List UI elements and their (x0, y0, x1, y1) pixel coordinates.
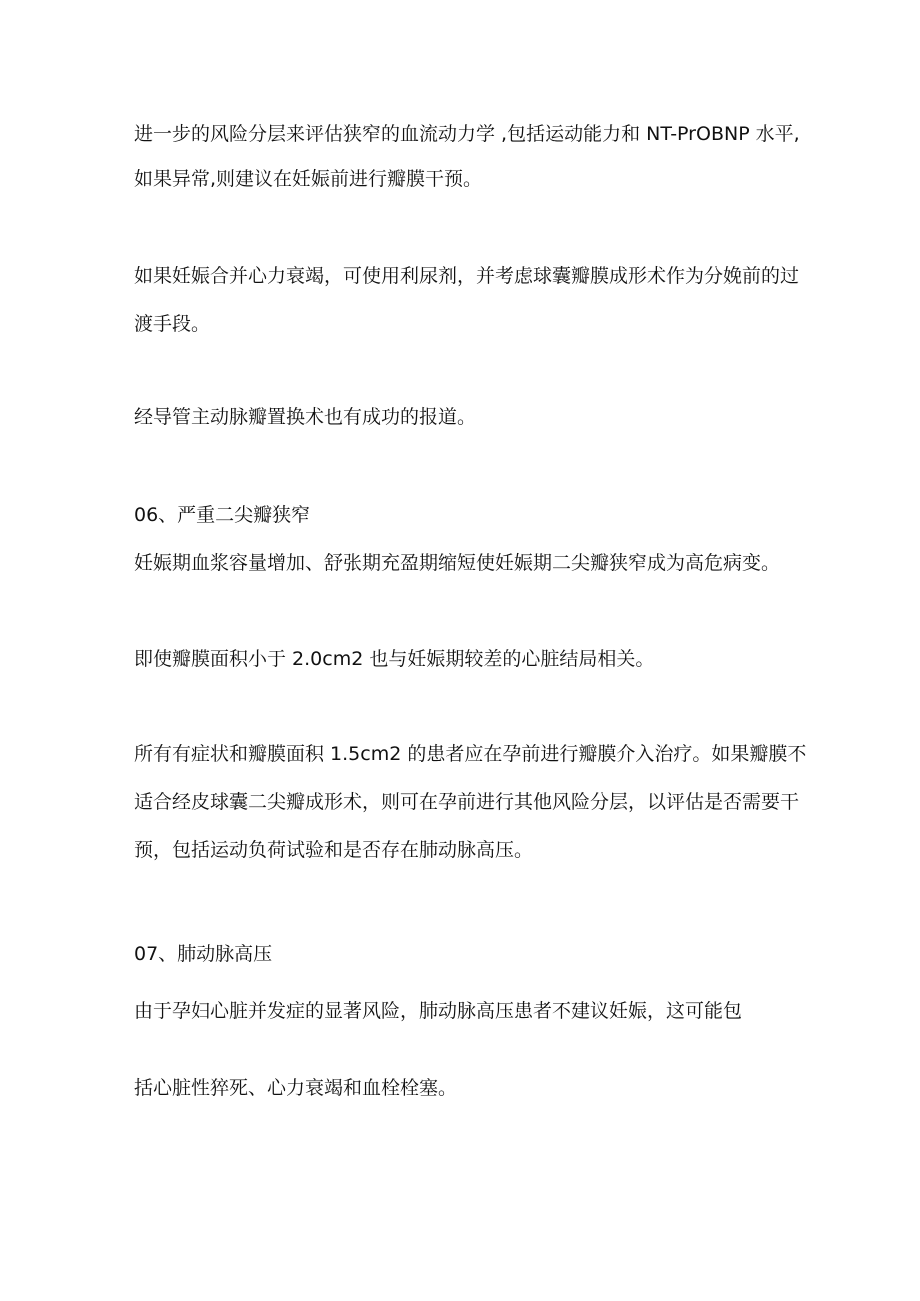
paragraph-line: 渡手段。 (134, 313, 211, 335)
paragraph-line: 经导管主动脉瓣置换术也有成功的报道。 (134, 406, 477, 428)
paragraph-line: 适合经皮球囊二尖瓣成形术，则可在孕前进行其他风险分层，以评估是否需要干 (134, 791, 800, 813)
paragraph-line: 进一步的风险分层来评估狭窄的血流动力学 ,包括运动能力和 NT-PrOBNP 水平, (134, 123, 800, 145)
paragraph-line: 所有有症状和瓣膜面积 1.5cm2 的患者应在孕前进行瓣膜介入治疗。如果瓣膜不 (134, 743, 807, 765)
section-heading: 07、肺动脉高压 (134, 943, 273, 965)
paragraph-line: 括心脏性猝死、心力衰竭和血栓栓塞。 (134, 1077, 458, 1099)
paragraph-line: 如果妊娠合并心力衰竭，可使用利尿剂，并考虑球囊瓣膜成形术作为分娩前的过 (134, 265, 800, 287)
paragraph-line: 即使瓣膜面积小于 2.0cm2 也与妊娠期较差的心脏结局相关。 (134, 648, 655, 670)
paragraph-line: 由于孕妇心脏并发症的显著风险，肺动脉高压患者不建议妊娠，这可能包 (134, 1000, 743, 1022)
paragraph-line: 预，包括运动负荷试验和是否存在肺动脉高压。 (134, 839, 534, 861)
paragraph-line: 如果异常,则建议在妊娠前进行瓣膜干预。 (134, 168, 483, 190)
paragraph-line: 妊娠期血浆容量增加、舒张期充盈期缩短使妊娠期二尖瓣狭窄成为高危病变。 (134, 552, 781, 574)
section-heading: 06、严重二尖瓣狭窄 (134, 504, 311, 526)
